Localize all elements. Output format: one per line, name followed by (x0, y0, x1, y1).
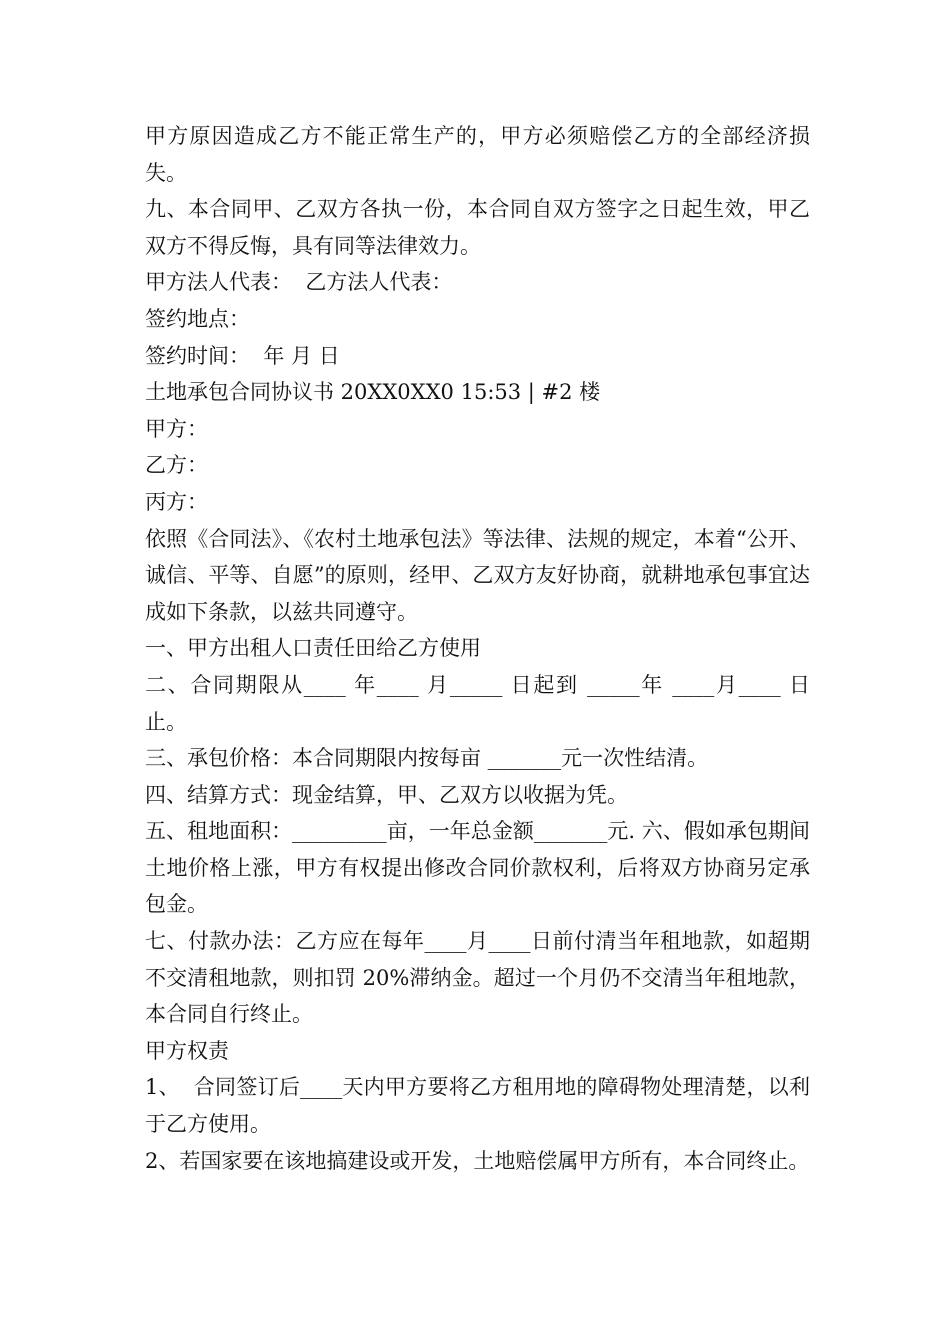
paragraph-clause-four: 四、结算方式：现金结算，甲、乙双方以收据为凭。 (145, 782, 628, 807)
paragraph-legal-representatives: 甲方法人代表： 乙方法人代表： (145, 270, 453, 295)
paragraph-rights-item-2: 2、若国家要在该地搞建设或开发，土地赔偿属甲方所有，本合同终止。 (145, 1148, 810, 1173)
paragraph-clause-seven: 七、付款办法：乙方应在每年____月____日前付清当年租地款，如超期不交清租地款，则扣罚 20%滞纳金。超过一个月仍不交清当年租地款，本合同自行终止。 (145, 929, 810, 1027)
paragraph-clause-three: 三、承包价格：本合同期限内按每亩 _______元一次性结清。 (145, 746, 709, 771)
paragraph-clause-two: 二、合同期限从____ 年____ 月_____ 日起到 _____年 ____月____ 日止。 (145, 672, 810, 734)
paragraph-clause-five-six: 五、租地面积：_________亩，一年总金额_______元. 六、假如承包期间土地价格上涨，甲方有权提出修改合同价款权利，后将双方协商另定承包金。 (145, 819, 810, 917)
document-body (145, 118, 810, 1179)
paragraph-party-a: 甲方： (145, 416, 208, 441)
paragraph-rights-item-1: 1、 合同签订后____天内甲方要将乙方租用地的障碍物处理清楚，以利于乙方使用。 (145, 1075, 810, 1137)
paragraph-contract-title: 土地承包合同协议书 20XX0XX0 15:53 | #2 楼 (145, 380, 601, 405)
paragraph-loss-compensation: 甲方原因造成乙方不能正常生产的，甲方必须赔偿乙方的全部经济损失。 (145, 124, 810, 185)
paragraph-signing-time: 签约时间： 年 月 日 (145, 343, 340, 368)
paragraph-party-a-rights-heading: 甲方权责 (145, 1038, 229, 1063)
paragraph-clause-one: 一、甲方出租人口责任田给乙方使用 (145, 636, 481, 661)
paragraph-signing-place: 签约地点： (145, 306, 250, 331)
paragraph-party-b: 乙方： (145, 453, 208, 478)
paragraph-party-c: 丙方： (145, 489, 208, 514)
paragraph-clause-nine: 九、本合同甲、乙双方各执一份，本合同自双方签字之日起生效，甲乙双方不得反悔，具有同等法律效力。 (145, 197, 810, 258)
paragraph-preamble: 依照《合同法》、《农村土地承包法》等法律、法规的规定，本着“公开、诚信、平等、自愿”的原则，经甲、乙双方友好协商，就耕地承包事宜达成如下条款，以兹共同遵守。 (145, 526, 810, 624)
